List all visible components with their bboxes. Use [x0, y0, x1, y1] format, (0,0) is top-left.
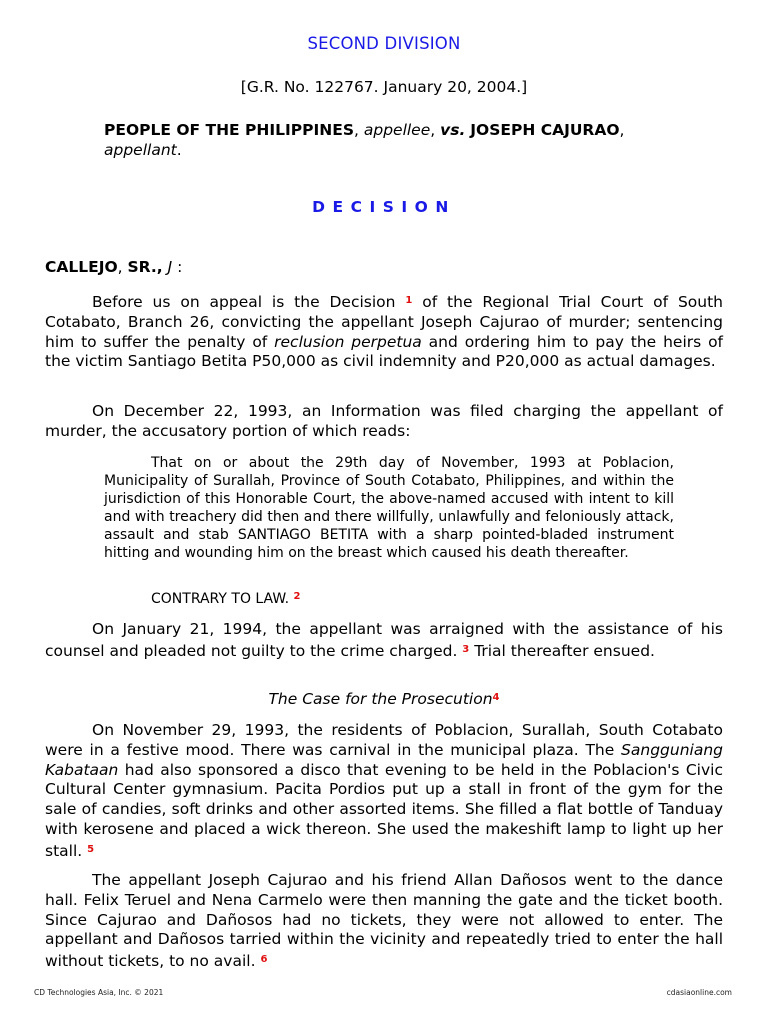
- case-parties: PEOPLE OF THE PHILIPPINES, appellee, vs. JOSEPH CAJURAO, appellant.: [104, 121, 625, 159]
- paragraph-2: On December 22, 1993, an Information was filed charging the appellant of murder, the accusatory portion of which reads:: [45, 402, 723, 440]
- defendant-name: JOSEPH CAJURAO: [470, 121, 620, 139]
- footnote-link-2[interactable]: 2: [293, 591, 301, 602]
- footnote-link-1[interactable]: 1: [405, 295, 413, 306]
- prosecution-subheading: [0, 690, 768, 708]
- case-number: [G.R. No. 122767. January 20, 2004.]: [240, 78, 528, 96]
- paragraph-4-text-b: had also sponsored a disco that evening to be held in the Poblacion's Civic Cultural Center gymnasium. Pacita Pordios put up a stall in front of the gym for the sale of candies, soft drinks and other assorted items. She filled a flat bottle of Tanduay with kerosene and placed a wick thereon. She used the makeshift lamp to light up her stall.: [45, 760, 723, 860]
- versus-text: vs.: [440, 121, 466, 139]
- paragraph-5-text-a: The appellant Joseph Cajurao and his friend Allan Dañosos went to the dance hall. Felix Teruel and Nena Carmelo were then manning the gate and the ticket booth. Since Cajurao and Dañosos had no tickets, they were not allowed to enter. The appellant and Dañosos tarried within the vicinity and repeatedly tried to enter the hall without tickets, to no avail.: [45, 871, 723, 971]
- paragraph-4-text-a: On November 29, 1993, the residents of Poblacion, Surallah, South Cotabato were in a festive mood. There was carnival in the municipal plaza. The: [45, 721, 723, 759]
- paragraph-4-italic: Sangguniang Kabataan: [45, 740, 723, 779]
- paragraph-1: [45, 291, 723, 372]
- paragraph-3: [45, 620, 723, 662]
- footnote-link-5[interactable]: 5: [87, 843, 95, 855]
- paragraph-1-text-b: of the Regional Trial Court of South Cotabato, Branch 26, convicting the appellant Joseph Cajurao of murder; sentencing him to suffer the penalty of: [45, 293, 723, 351]
- footer-copyright: CD Technologies Asia, Inc. © 2021: [34, 988, 164, 997]
- defendant-role: appellant: [104, 141, 177, 159]
- plaintiff-role: appellee: [363, 121, 431, 139]
- ponente: CALLEJO, SR., J :: [45, 258, 183, 276]
- ponente-name: CALLEJO: [45, 258, 118, 276]
- subheading-text: The Case for the Prosecution: [268, 690, 493, 708]
- paragraph-3-text-b: Trial thereafter ensued.: [469, 641, 655, 660]
- contrary-to-law: [151, 591, 300, 607]
- paragraph-5: [45, 871, 723, 972]
- contrary-text: CONTRARY TO LAW.: [151, 591, 294, 607]
- ponente-suffix: SR.,: [127, 258, 163, 276]
- paragraph-3-text-a: On January 21, 1994, the appellant was arraigned with the assistance of his counsel and pleaded not guilty to the crime charged.: [45, 620, 723, 660]
- decision-heading: DECISION: [312, 198, 456, 216]
- paragraph-4: [45, 721, 723, 862]
- paragraph-1-text-a: Before us on appeal is the Decision: [92, 293, 406, 311]
- footnote-link-3[interactable]: 3: [462, 643, 470, 655]
- footnote-link-4[interactable]: 4: [492, 692, 500, 703]
- ponente-title: J: [167, 258, 173, 276]
- information-quote: That on or about the 29th day of November, 1993 at Poblacion, Municipality of Surallah, Province of South Cotabato, Philippines, and within the jurisdiction of this Honorable Court, the above-named accused with intent to kill and with treachery did then and there willfully, unlawfully and feloniously attack, assault and stab SANTIAGO BETITA with a sharp pointed-bladed instrument hitting and wounding him on the breast which caused his death thereafter.: [104, 455, 674, 561]
- paragraph-1-text-c: and ordering him to pay the heirs of the victim Santiago Betita P50,000 as civil indemnity and P20,000 as actual damages.: [45, 332, 724, 371]
- footnote-link-6[interactable]: 6: [260, 954, 268, 966]
- paragraph-1-italic: reclusion perpetua: [274, 332, 422, 351]
- division-heading: SECOND DIVISION: [307, 34, 461, 53]
- plaintiff-name: PEOPLE OF THE PHILIPPINES: [104, 121, 354, 139]
- footer-website: cdasiaonline.com: [666, 988, 732, 997]
